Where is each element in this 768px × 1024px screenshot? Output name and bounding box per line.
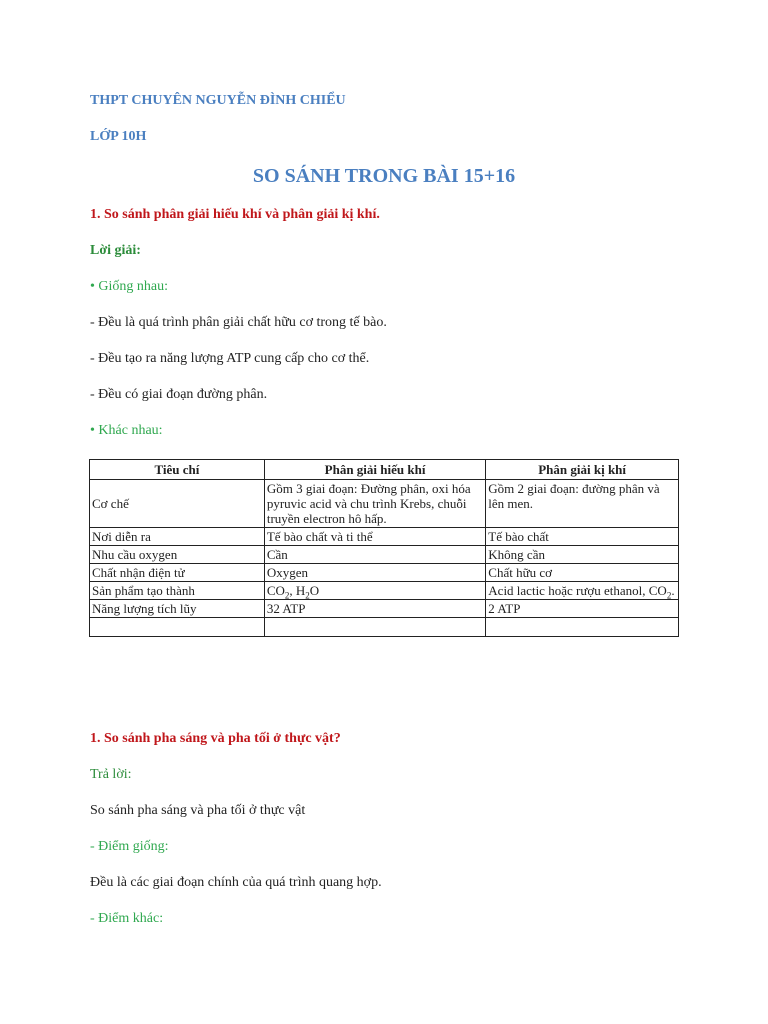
table-header-cell: Phân giải hiếu khí xyxy=(264,460,485,480)
table-header-row xyxy=(90,460,679,480)
table-cell xyxy=(90,618,265,637)
same-point: - Đều là quá trình phân giải chất hữu cơ trong tế bào. xyxy=(90,315,387,330)
table-row xyxy=(90,600,679,618)
same-label-2: - Điểm giống: xyxy=(90,839,169,854)
table-row-empty xyxy=(90,618,679,637)
diff-label-2: - Điểm khác: xyxy=(90,911,164,926)
table-header-cell: Phân giải kị khí xyxy=(486,460,679,480)
table-cell: Chất nhận điện tử xyxy=(90,564,265,582)
table-header-cell: Tiêu chí xyxy=(90,460,265,480)
table-row xyxy=(90,582,679,600)
answer-label-2: Trả lời: xyxy=(90,767,132,782)
table-row xyxy=(90,480,679,528)
page-title: SO SÁNH TRONG BÀI 15+16 xyxy=(252,165,516,187)
question-1: 1. So sánh phân giải hiếu khí và phân giải kị khí. xyxy=(90,207,380,222)
same-point: - Đều tạo ra năng lượng ATP cung cấp cho cơ thể. xyxy=(90,351,370,366)
table-cell: Cơ chế xyxy=(90,480,265,528)
table-cell: 32 ATP xyxy=(264,600,485,618)
table-cell: Tế bào chất và ti thể xyxy=(264,528,485,546)
table-cell-product-anaerobic: Acid lactic hoặc rượu ethanol, $CO_2$. xyxy=(486,582,679,600)
school-name: THPT CHUYÊN NGUYỄN ĐÌNH CHIỂU xyxy=(90,93,346,108)
table-cell: Không cần xyxy=(486,546,679,564)
question-2: 1. So sánh pha sáng và pha tối ở thực vật? xyxy=(90,731,341,746)
same-point: - Đều có giai đoạn đường phân. xyxy=(90,387,268,402)
answer-label-1: Lời giải: xyxy=(90,243,141,258)
diff-label-1: • Khác nhau: xyxy=(90,423,163,438)
class-name: LỚP 10H xyxy=(90,129,147,144)
table-row xyxy=(90,546,679,564)
table-cell: Nơi diễn ra xyxy=(90,528,265,546)
table-cell: Gồm 2 giai đoạn: đường phân và lên men. xyxy=(486,480,679,528)
table-cell: Oxygen xyxy=(264,564,485,582)
table-cell: Cần xyxy=(264,546,485,564)
table-cell: Tế bào chất xyxy=(486,528,679,546)
table-cell: Gồm 3 giai đoạn: Đường phân, oxi hóa pyruvic acid và chu trình Krebs, chuỗi truyền electron hô hấp. xyxy=(264,480,485,528)
table-row xyxy=(90,528,679,546)
table-cell: 2 ATP xyxy=(486,600,679,618)
table-cell: Chất hữu cơ xyxy=(486,564,679,582)
table-cell: Sản phẩm tạo thành xyxy=(90,582,265,600)
table-cell xyxy=(264,618,485,637)
comparison-table xyxy=(89,459,679,637)
table-cell xyxy=(486,618,679,637)
table-cell: Năng lượng tích lũy xyxy=(90,600,265,618)
table-cell: Nhu cầu oxygen xyxy=(90,546,265,564)
table-cell-product-aerobic: $CO_2$, $H_2O$ xyxy=(264,582,485,600)
same-label-1: • Giống nhau: xyxy=(90,279,169,294)
table-row xyxy=(90,564,679,582)
intro-text: So sánh pha sáng và pha tối ở thực vật xyxy=(90,803,306,818)
same-text: Đều là các giai đoạn chính của quá trình quang hợp. xyxy=(90,875,382,890)
